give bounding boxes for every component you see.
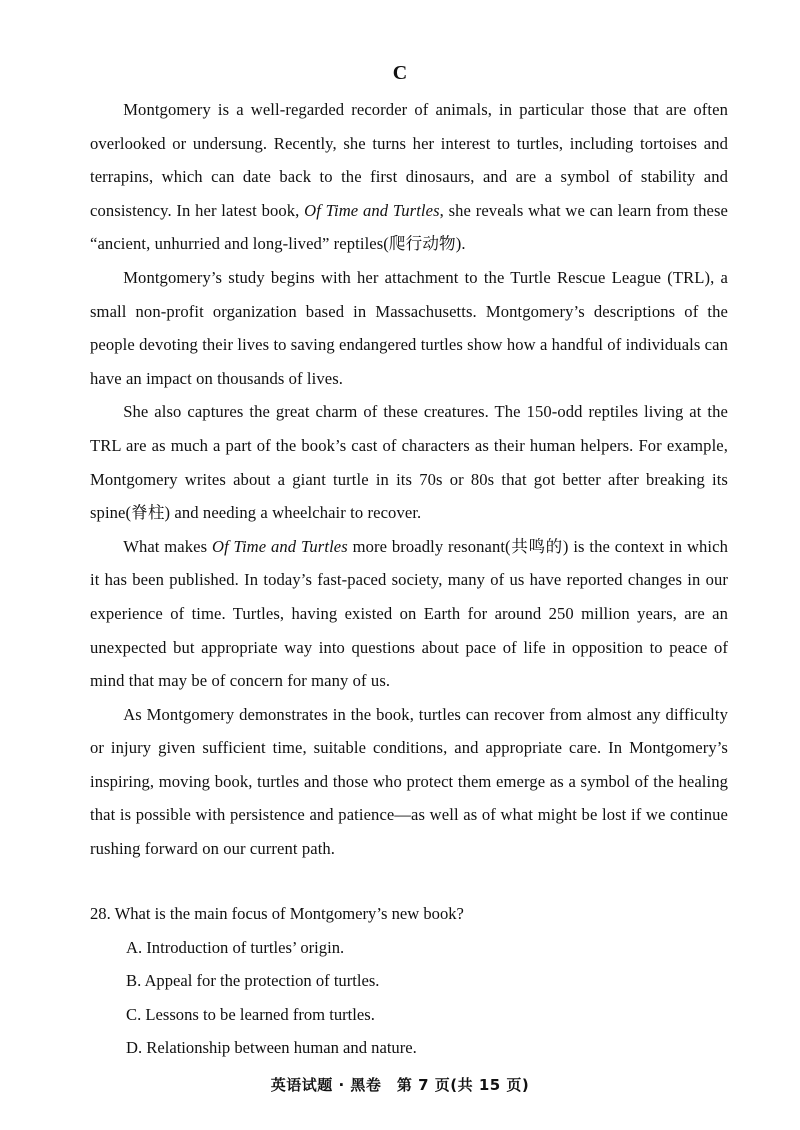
option-c: C. Lessons to be learned from turtles. [126, 1004, 375, 1024]
option-d: D. Relationship between human and nature. [126, 1038, 417, 1058]
option-a: A. Introduction of turtles’ origin. [126, 937, 345, 957]
paragraph-4-text-a: What makes [123, 536, 212, 556]
answer-options [90, 931, 728, 1065]
paragraph-1-text-b: , she reveals what we can learn from these “ancient, unhurried and long-lived” reptiles(爬行动物). [90, 200, 728, 254]
book-title: Of Time and Turtles [304, 200, 440, 220]
paragraph-4-text-b: more broadly resonant(共鸣的) is the context in which it has been published. In today’s fast-paced society, many of us have reported changes in our experience of time. Turtles, having existed on Earth for around 250 million years, are an unexpected but appropriate way into questions about pace of life in opposition to peace of mind that may be of concern for many of us. [90, 536, 728, 691]
reading-passage [90, 93, 728, 866]
book-title: Of Time and Turtles [211, 536, 348, 556]
paragraph-2: Montgomery’s study begins with her attachment to the Turtle Rescue League (TRL), a small non-profit organization based in Massachusetts. Montgomery’s descriptions of the people devoting their lives to saving endangered turtles show how a handful of individuals can have an impact on thousands of lives. [90, 267, 728, 388]
page-footer: 英语试题 · 黑卷 第 7 页(共 15 页) [270, 1076, 530, 1094]
paragraph-3: She also captures the great charm of these creatures. The 150-odd reptiles living at the TRL are as much a part of the book’s cast of characters as their human helpers. For example, Montgomery writes about a giant turtle in its 70s or 80s that got better after breaking its spine(脊柱) and needing a wheelchair to recover. [90, 402, 728, 523]
section-heading: C [392, 62, 408, 84]
paragraph-5: As Montgomery demonstrates in the book, turtles can recover from almost any difficulty or injury given sufficient time, suitable conditions, and appropriate care. In Montgomery’s inspiring, moving book, turtles and those who protect them emerge as a symbol of the healing that is possible with persistence and patience—as well as of what might be lost if we continue rushing forward on our current path. [90, 704, 728, 859]
question-28 [90, 897, 728, 1065]
option-b: B. Appeal for the protection of turtles. [126, 971, 380, 991]
paragraph-1-text-a: Montgomery is a well-regarded recorder of animals, in particular those that are often overlooked or undersung. Recently, she turns her interest to turtles, including tortoises and terrapins, which can date back to the first dinosaurs, and are a symbol of stability and consistency. In her latest book, [90, 100, 728, 220]
paragraph-4 [90, 530, 728, 698]
question-stem: 28. What is the main focus of Montgomery’s new book? [90, 904, 464, 923]
paragraph-1 [90, 93, 728, 261]
